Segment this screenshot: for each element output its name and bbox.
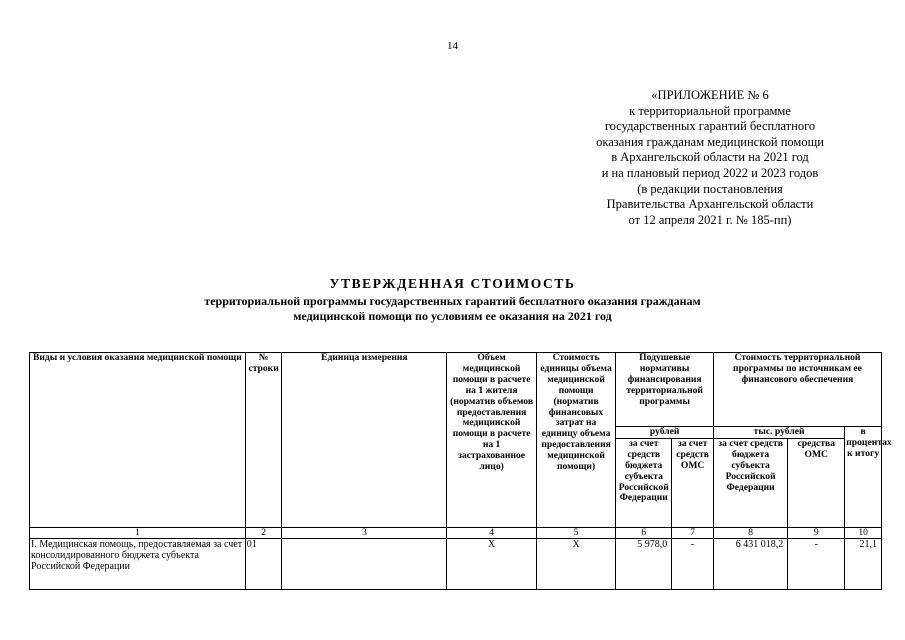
header-unit-cost: Стоимость единицы объема медицинской помощи (норматив финансовых затрат на единицу объема предоставления медицинской помощи) — [536, 353, 615, 528]
column-numbers-row — [30, 527, 882, 538]
page-number: 14 — [447, 40, 458, 52]
header-rubles: рублей — [616, 427, 714, 439]
header-per-capita: Подушевые нормативы финансирования территориальной программы — [616, 353, 714, 427]
appendix-line: от 12 апреля 2021 г. № 185-пп) — [628, 212, 792, 227]
cell-name: I. Медицинская помощь, предоставляемая за счет консолидированного бюджета субъекта Российской Федерации — [30, 538, 246, 589]
column-number: 3 — [282, 527, 447, 538]
header-total-cost: Стоимость территориальной программы по источникам ее финансового обеспечения — [713, 353, 881, 427]
cell-oms: - — [672, 538, 714, 589]
column-number: 6 — [616, 527, 672, 538]
document-subtitle — [0, 294, 905, 324]
header-percent: в процентах к итогу — [845, 427, 882, 528]
cell-unit — [282, 538, 447, 589]
header-volume: Объем медицинской помощи в расчете на 1 жителя (норматив объемов предоставления медицинской помощи в расчете на 1 застрахованное лицо) — [447, 353, 537, 528]
document-title: УТВЕРЖДЕННАЯ СТОИМОСТЬ — [329, 276, 576, 291]
appendix-line: (в редакции постановления — [637, 181, 783, 196]
subtitle-line: территориальной программы государственных гарантий бесплатного оказания гражданам — [204, 294, 701, 308]
cost-table — [29, 352, 892, 590]
appendix-header — [560, 88, 860, 228]
appendix-line: оказания гражданам медицинской помощи — [596, 134, 824, 149]
column-number: 1 — [30, 527, 246, 538]
cell-percent: 21,1 — [845, 538, 882, 589]
column-number: 7 — [672, 527, 714, 538]
appendix-line: к территориальной программе — [629, 103, 791, 118]
header-oms-total: средства ОМС — [788, 438, 845, 527]
cell-volume: Х — [447, 538, 537, 589]
cell-oms-total: - — [788, 538, 845, 589]
column-number: 5 — [536, 527, 615, 538]
table-row — [30, 538, 882, 589]
header-thousand-rubles: тыс. рублей — [713, 427, 844, 439]
header-types: Виды и условия оказания медицинской помощи — [30, 353, 246, 528]
header-unit: Единица измерения — [282, 353, 447, 528]
cell-budget-total: 6 431 018,2 — [713, 538, 787, 589]
cell-row-number: 01 — [245, 538, 282, 589]
header-row-number: № строки — [245, 353, 282, 528]
appendix-line: Правительства Архангельской области — [606, 197, 814, 212]
column-number: 9 — [788, 527, 845, 538]
header-budget-total: за счет средств бюджета субъекта Российской Федерации — [713, 438, 787, 527]
header-oms: за счет средств ОМС — [672, 438, 714, 527]
appendix-line: «ПРИЛОЖЕНИЕ № 6 — [651, 88, 769, 102]
cell-budget: 5 978,0 — [616, 538, 672, 589]
appendix-line: в Архангельской области на 2021 год — [611, 150, 809, 165]
column-number: 8 — [713, 527, 787, 538]
subtitle-line: медицинской помощи по условиям ее оказания на 2021 год — [293, 309, 612, 323]
cell-cost: Х — [536, 538, 615, 589]
appendix-line: и на плановый период 2022 и 2023 годов — [601, 165, 819, 180]
header-budget: за счет средств бюджета субъекта Российской Федерации — [616, 438, 672, 527]
column-number: 2 — [245, 527, 282, 538]
column-number: 10 — [845, 527, 882, 538]
appendix-line: государственных гарантий бесплатного — [604, 119, 816, 134]
column-number: 4 — [447, 527, 537, 538]
